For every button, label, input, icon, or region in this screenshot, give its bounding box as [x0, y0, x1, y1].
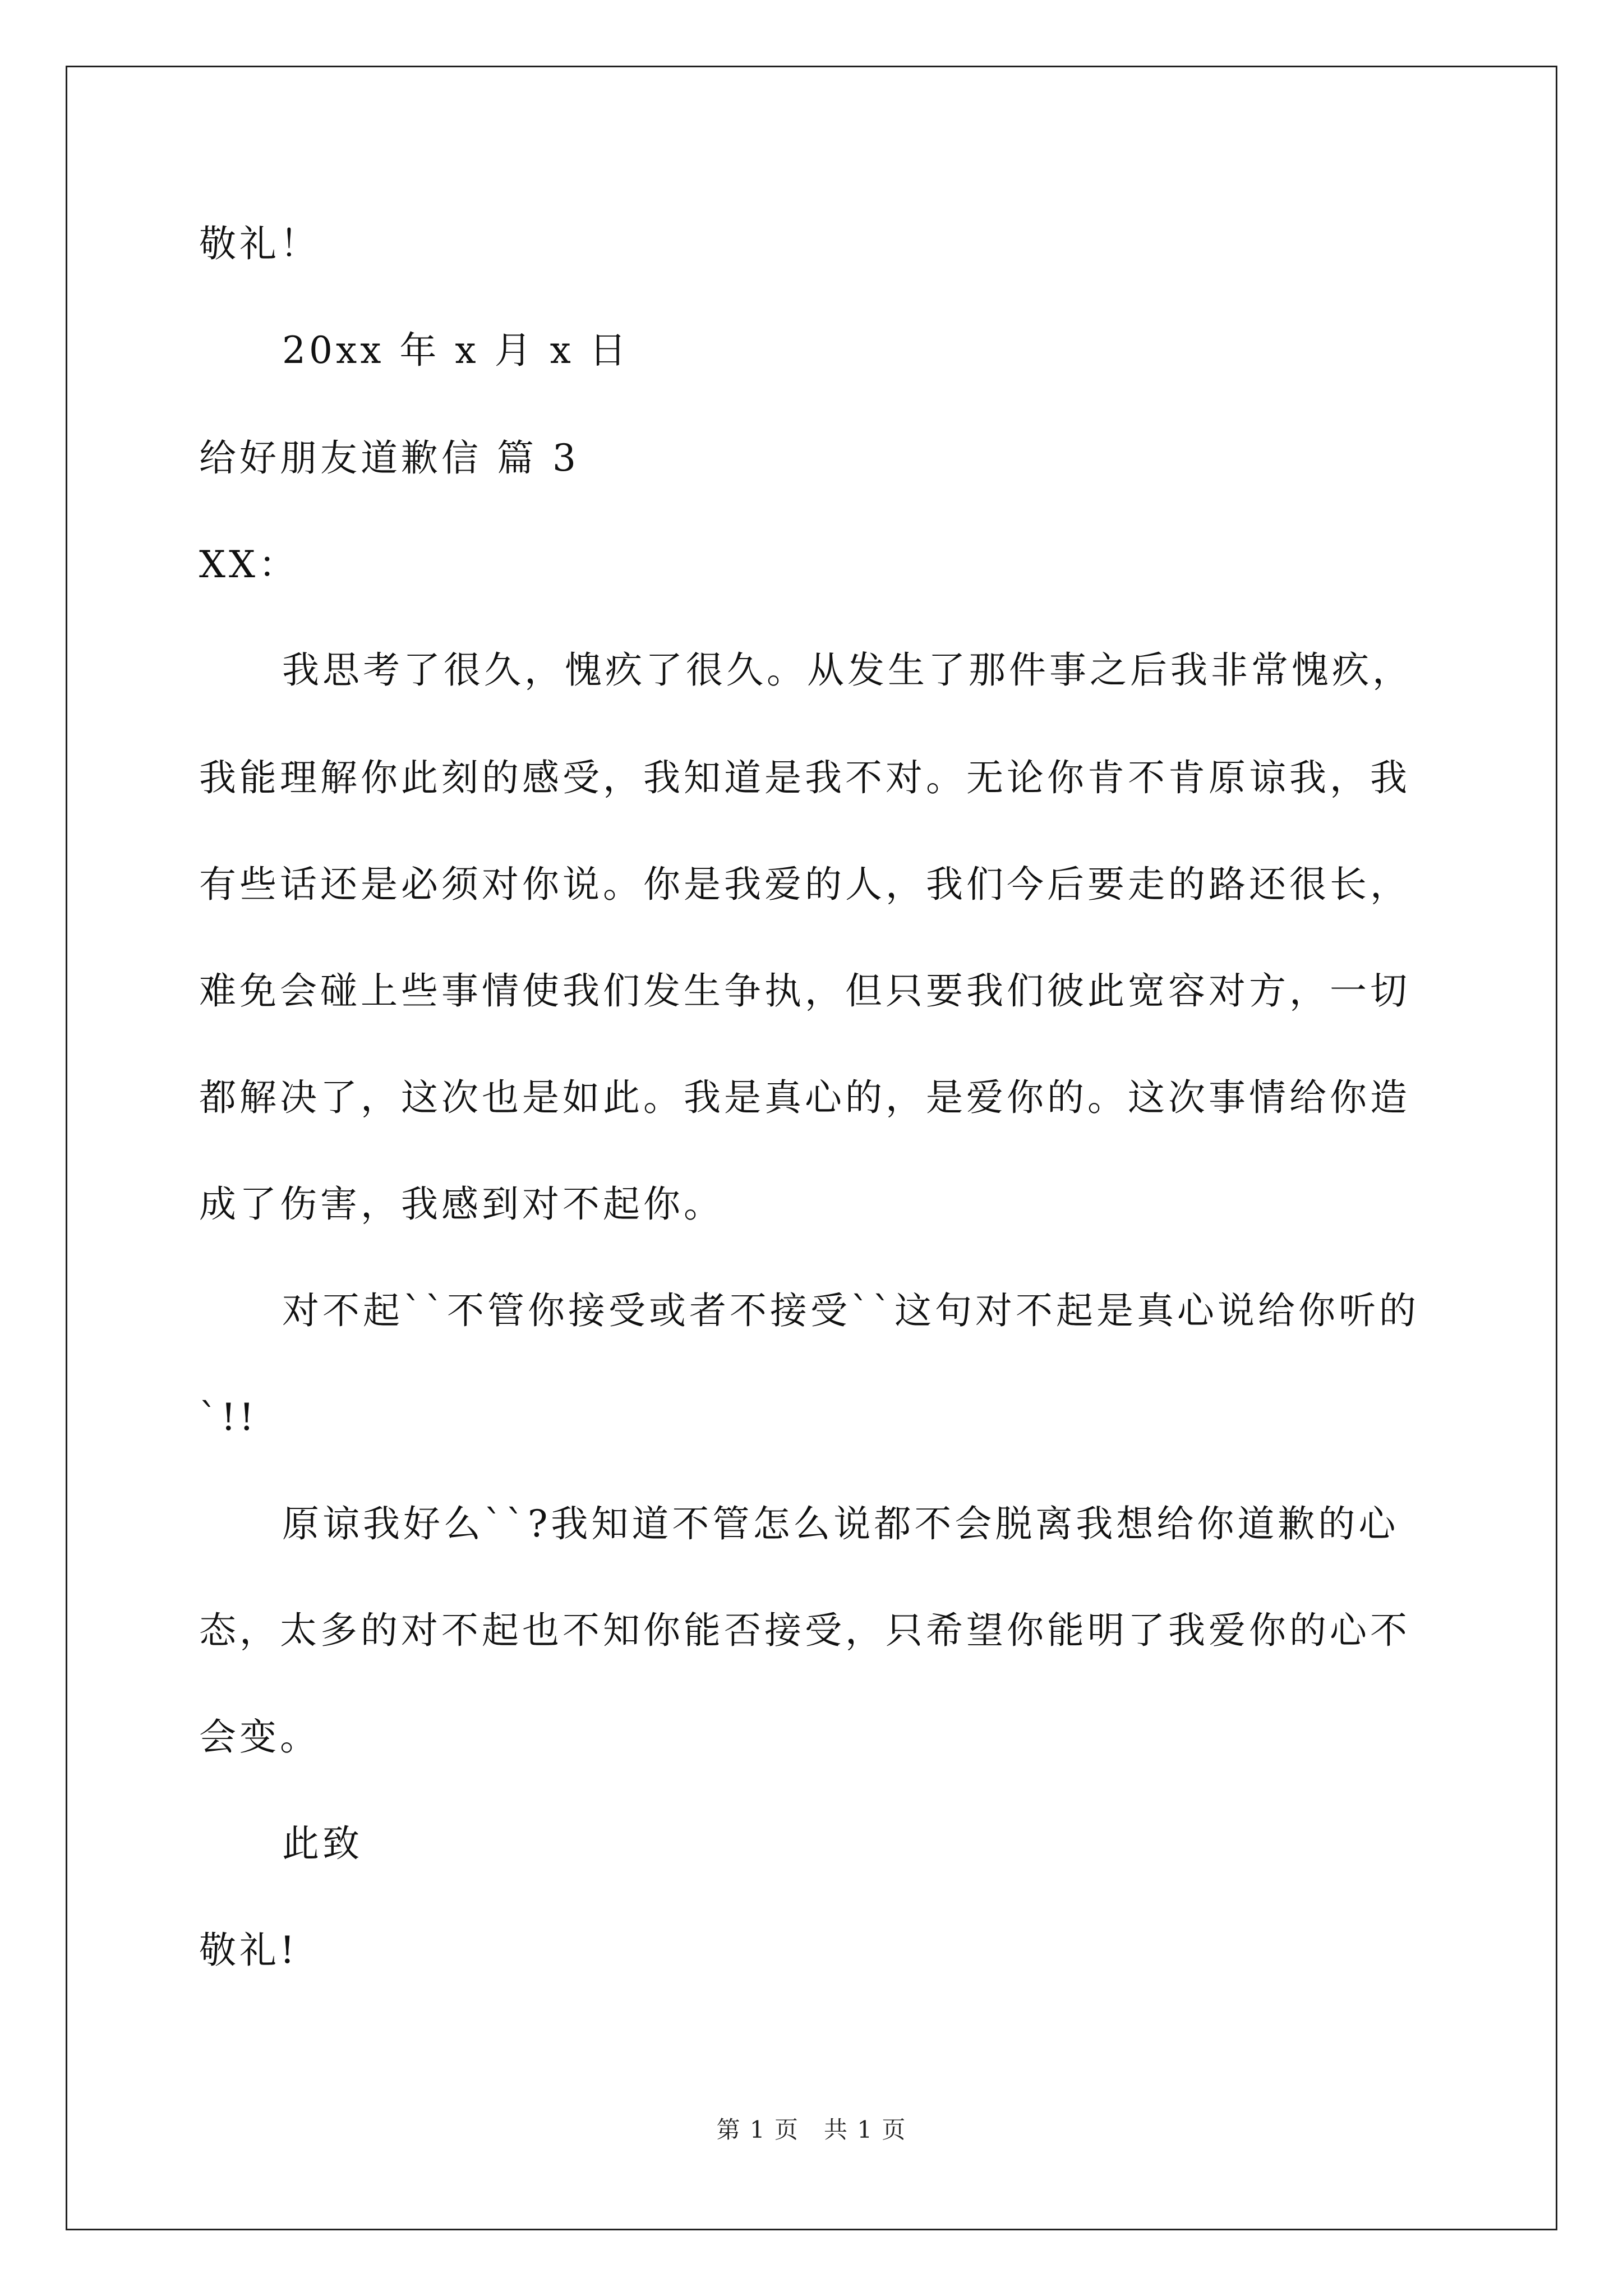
- paragraph-3-line-3: 会变。: [199, 1715, 320, 1759]
- closing-salute-top: 敬礼！: [199, 222, 320, 265]
- paragraph-1-line-2: 我能理解你此刻的感受，我知道是我不对。无论你肯不肯原谅我，我: [199, 756, 1410, 799]
- paragraph-2-line-1: 对不起``不管你接受或者不接受``这句对不起是真心说给你听的: [282, 1289, 1419, 1332]
- date-line: 20xx 年 x 月 x 日: [282, 329, 630, 372]
- closing-salute: 敬礼!: [199, 1929, 298, 1972]
- paragraph-1-line-6: 成了伤害，我感到对不起你。: [199, 1182, 724, 1226]
- page-border: [66, 66, 1557, 2230]
- paragraph-2-line-2: `!!: [199, 1396, 258, 1439]
- paragraph-1-line-3: 有些话还是必须对你说。你是我爱的人，我们今后要走的路还很长，: [199, 863, 1410, 906]
- paragraph-1-line-1: 我思考了很久，愧疚了很久。从发生了那件事之后我非常愧疚，: [282, 648, 1413, 692]
- page-footer: 第 1 页 共 1 页: [716, 2116, 907, 2143]
- paragraph-1-line-4: 难免会碰上些事情使我们发生争执，但只要我们彼此宽容对方，一切: [199, 969, 1410, 1013]
- paragraph-3-line-2: 态，太多的对不起也不知你能否接受，只希望你能明了我爱你的心不: [199, 1609, 1410, 1652]
- section-title: 给好朋友道歉信 篇 3: [199, 436, 579, 480]
- paragraph-1-line-5: 都解决了，这次也是如此。我是真心的，是爱你的。这次事情给你造: [199, 1076, 1410, 1119]
- closing-phrase: 此致: [282, 1822, 363, 1865]
- salutation: XX：: [199, 543, 299, 586]
- paragraph-3-line-1: 原谅我好么``?我知道不管怎么说都不会脱离我想给你道歉的心: [282, 1502, 1399, 1545]
